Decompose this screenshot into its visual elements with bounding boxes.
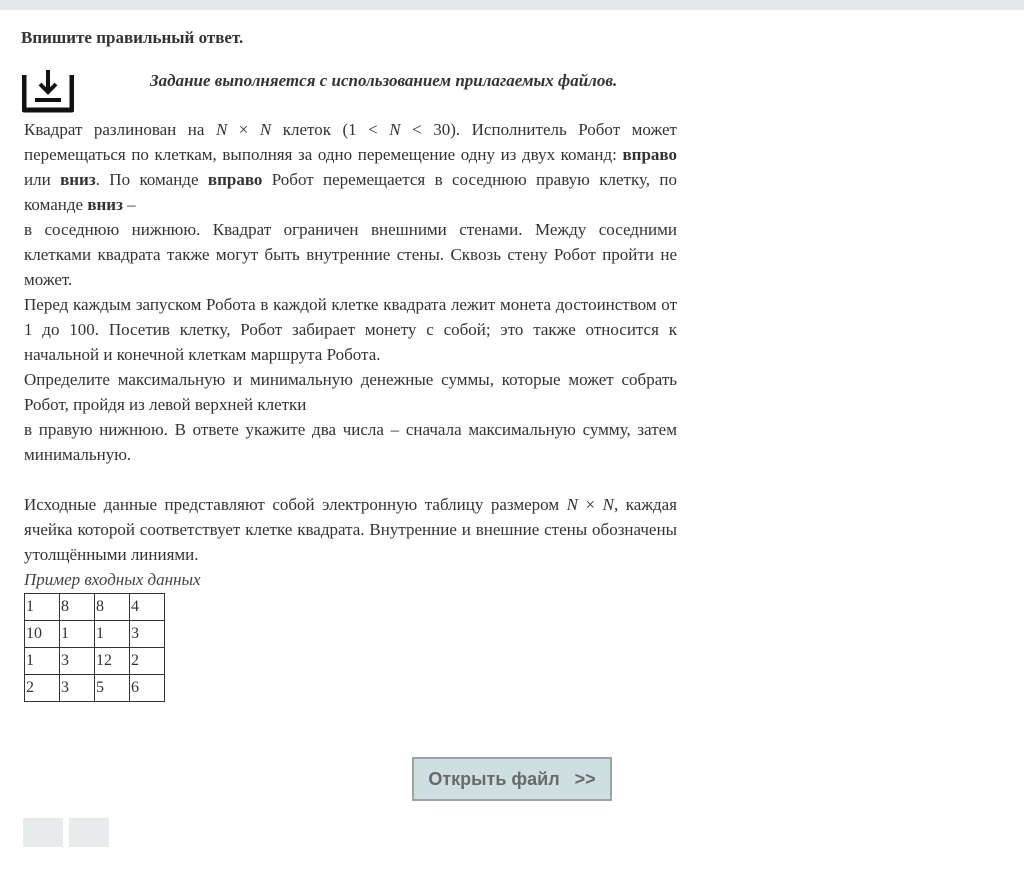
- table-cell: 3: [60, 675, 95, 702]
- task-body: [24, 117, 677, 702]
- paragraph-5: в правую нижнюю. В ответе укажите два числа – сначала максимальную сумму, затем минимальную.: [24, 420, 677, 464]
- table-cell: 1: [60, 621, 95, 648]
- paragraph-6: Исходные данные представляют собой электронную таблицу размером N × N, каждая ячейка которой соответствует клетке квадрата. Внутренние и внешние стены обозначены утолщёнными линиями.: [24, 495, 678, 564]
- table-cell: 1: [25, 648, 60, 675]
- table-cell: 6: [130, 675, 165, 702]
- command-down: вниз: [60, 170, 96, 189]
- file-note: Задание выполняется с использованием прилагаемых файлов.: [150, 71, 618, 90]
- table-cell: 8: [95, 594, 130, 621]
- paragraph-3: Перед каждым запуском Робота в каждой клетке квадрата лежит монета достоинством от 1 до 100. Посетив клетку, Робот забирает монету с собой; это также относится к начальной и конечной клеткам маршрута Робота.: [24, 295, 677, 364]
- table-cell: 3: [130, 621, 165, 648]
- table-cell: 10: [25, 621, 60, 648]
- table-cell: 2: [25, 675, 60, 702]
- paragraph-2: в соседнюю нижнюю. Квадрат ограничен внешними стенами. Между соседними клетками квадрата также могут быть внутренние стены. Сквозь стену Робот пройти не может.: [24, 220, 677, 289]
- table-cell: 2: [130, 648, 165, 675]
- table-cell: 12: [95, 648, 130, 675]
- table-cell: 3: [60, 648, 95, 675]
- table-cell: 8: [60, 594, 95, 621]
- table-cell: 5: [95, 675, 130, 702]
- table-row: [25, 648, 165, 675]
- answer-button-2[interactable]: [69, 818, 109, 847]
- download-icon[interactable]: [22, 67, 74, 113]
- table-cell: 1: [25, 594, 60, 621]
- spacer: [24, 467, 677, 492]
- open-file-button[interactable]: Открыть файл >>: [412, 757, 612, 801]
- table-row: [25, 621, 165, 648]
- top-bar: [0, 0, 1024, 10]
- instruction-text: Впишите правильный ответ.: [21, 28, 244, 47]
- command-right: вправо: [207, 170, 263, 189]
- paragraph-1: Квадрат разлинован на N × N клеток (1 < N < 30). Исполнитель Робот может перемещаться по клеткам, выполняя за одно перемещение одну из двух команд: вправо или вниз. По команде вправо Робот перемещается в соседнюю правую клетку, по команде вниз –: [24, 120, 677, 214]
- example-caption: Пример входных данных: [24, 570, 201, 589]
- table-row: [25, 594, 165, 621]
- example-table: [24, 593, 165, 702]
- table-cell: 4: [130, 594, 165, 621]
- table-row: [25, 675, 165, 702]
- answer-button-1[interactable]: [23, 818, 63, 847]
- command-down: вниз: [87, 195, 123, 214]
- paragraph-4: Определите максимальную и минимальную денежные суммы, которые может собрать Робот, пройдя из левой верхней клетки: [24, 370, 677, 414]
- command-right: вправо: [622, 145, 677, 164]
- table-cell: 1: [95, 621, 130, 648]
